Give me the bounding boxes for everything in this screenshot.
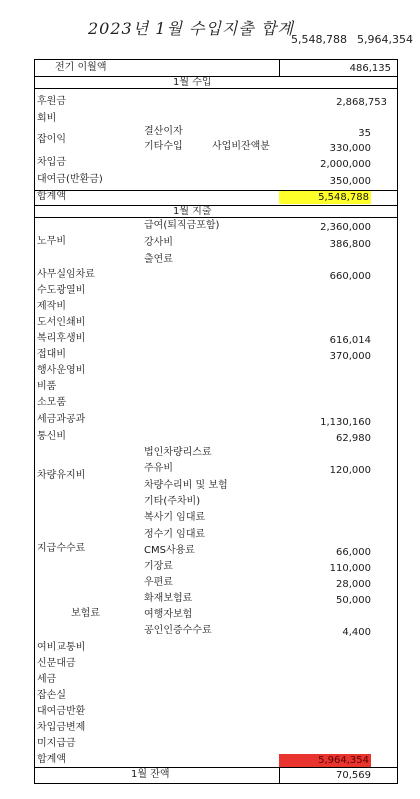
expense-label-rent: 사무실임차료 <box>37 269 95 280</box>
expense-sub-car-repair: 차량수리비 및 보험 <box>144 480 228 491</box>
expense-value-entertainment: 370,000 <box>329 351 371 362</box>
expense-value-postage: 28,000 <box>336 579 371 590</box>
expense-label-payables: 미지급금 <box>37 738 76 749</box>
expense-label-newspaper: 신문대금 <box>37 658 76 669</box>
income-value-donation: 2,868,753 <box>336 97 387 108</box>
expense-sub-appearance: 출연료 <box>144 254 173 265</box>
expense-title: 1월 지출 <box>173 206 212 217</box>
income-label-fee: 회비 <box>37 113 57 124</box>
expense-label-equipment: 비품 <box>37 381 57 392</box>
expense-header <box>35 205 397 218</box>
income-sub-interest: 결산이자 <box>144 126 183 137</box>
expense-label-production: 제작비 <box>37 301 66 312</box>
expense-value-rent: 660,000 <box>329 271 371 282</box>
expense-sub-postage: 우편료 <box>144 577 173 588</box>
income-label-misc: 잡이익 <box>37 134 66 145</box>
expense-label-printing: 도서인쇄비 <box>37 317 86 328</box>
expense-label-loan-repay: 차입금변제 <box>37 722 86 733</box>
expense-label-insurance: 보험료 <box>71 608 100 619</box>
expense-value-cms: 66,000 <box>336 547 371 558</box>
expense-label-fees: 지급수수료 <box>37 543 86 554</box>
income-label-total: 합계액 <box>37 191 66 202</box>
expense-label-labor: 노무비 <box>37 236 66 247</box>
expense-label-lend-return: 대여금반환 <box>37 706 86 717</box>
expense-value-total: 5,964,354 <box>318 755 369 766</box>
income-note-other: 사업비잔액분 <box>212 141 270 152</box>
expense-label-welfare: 복리후생비 <box>37 333 86 344</box>
expense-label-misc-loss: 잡손실 <box>37 690 66 701</box>
expense-label-supplies: 소모품 <box>37 397 66 408</box>
total-expense-note: 5,964,354 <box>357 33 413 46</box>
expense-label-utilities: 수도광열비 <box>37 285 86 296</box>
carryover-value: 486,135 <box>349 63 391 74</box>
expense-sub-cms: CMS사용료 <box>144 545 195 556</box>
expense-value-instructor: 386,800 <box>329 239 371 250</box>
balance-value: 70,569 <box>336 770 371 781</box>
expense-sub-salary: 급여(퇴직금포함) <box>144 220 220 231</box>
carryover-label: 전기 이월액 <box>55 62 107 73</box>
expense-label-telecom: 통신비 <box>37 431 66 442</box>
expense-sub-parking: 기타(주차비) <box>144 496 201 507</box>
handwritten-title: 2023년 1월 수입지출 합계 <box>88 19 294 38</box>
income-label-loan: 차입금 <box>37 157 66 168</box>
expense-label-events: 행사운영비 <box>37 365 86 376</box>
expense-value-fire-insurance: 50,000 <box>336 595 371 606</box>
income-value-lend-return: 350,000 <box>329 176 371 187</box>
income-value-total: 5,548,788 <box>318 192 369 203</box>
expense-sub-instructor: 강사비 <box>144 237 173 248</box>
income-value-other: 330,000 <box>329 143 371 154</box>
expense-value-taxes: 1,130,160 <box>320 417 371 428</box>
expense-value-bookkeeping: 110,000 <box>329 563 371 574</box>
income-sub-other: 기타수입 <box>144 141 183 152</box>
expense-label-vehicle: 차량유지비 <box>37 470 86 481</box>
total-income-note: 5,548,788 <box>291 33 347 46</box>
balance-label: 1월 잔액 <box>131 769 170 780</box>
income-label-lend-return: 대여금(반환금) <box>37 174 103 185</box>
income-value-loan: 2,000,000 <box>320 159 371 170</box>
expense-sub-fuel: 주유비 <box>144 463 173 474</box>
expense-value-salary: 2,360,000 <box>320 222 371 233</box>
expense-value-telecom: 62,980 <box>336 433 371 444</box>
income-label-donation: 후원금 <box>37 96 66 107</box>
expense-label-taxes: 세금과공과 <box>37 414 86 425</box>
ledger-sheet <box>34 59 398 784</box>
expense-sub-fire-insurance: 화재보험료 <box>144 593 193 604</box>
expense-value-welfare: 616,014 <box>329 335 371 346</box>
expense-sub-copier: 복사기 임대료 <box>144 512 206 523</box>
expense-label-travel: 여비교통비 <box>37 642 86 653</box>
income-value-interest: 35 <box>358 128 371 139</box>
income-title: 1월 수입 <box>173 77 212 88</box>
expense-label-total: 합계액 <box>37 754 66 765</box>
expense-label-tax: 세금 <box>37 674 57 685</box>
income-header <box>35 76 397 89</box>
expense-label-entertainment: 접대비 <box>37 349 66 360</box>
expense-sub-bookkeeping: 기장료 <box>144 561 173 572</box>
expense-value-certificate: 4,400 <box>342 627 371 638</box>
expense-sub-car-lease: 법인차량리스료 <box>144 447 212 458</box>
expense-value-fuel: 120,000 <box>329 465 371 476</box>
expense-sub-certificate: 공인인증수수료 <box>144 625 212 636</box>
expense-sub-travel-insurance: 여행자보험 <box>144 609 193 620</box>
expense-sub-water: 정수기 임대료 <box>144 529 206 540</box>
